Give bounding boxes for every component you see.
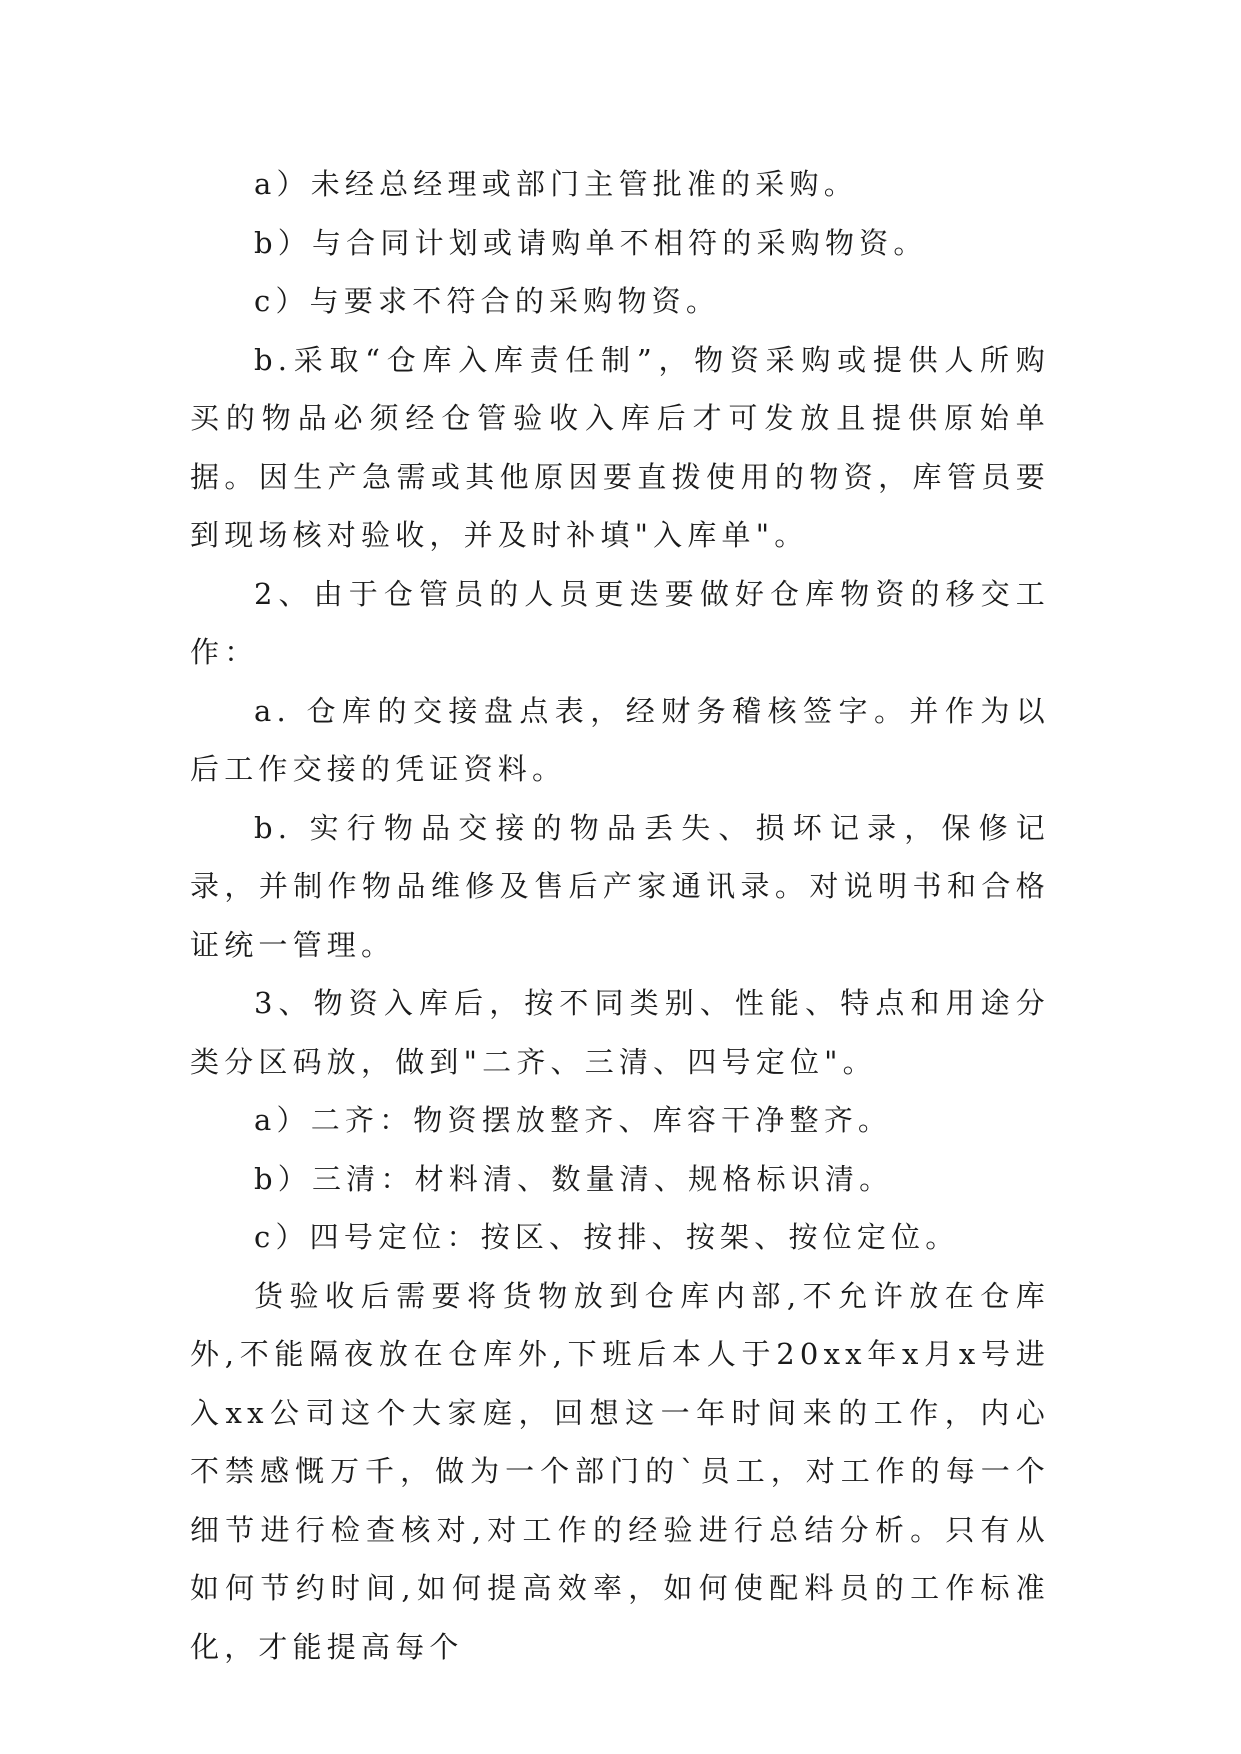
paragraph-handover-heading: 2、由于仓管员的人员更迭要做好仓库物资的移交工作： [190, 576, 1050, 669]
list-item-four-position: c）四号定位：按区、按排、按架、按位定位。 [254, 1220, 960, 1254]
list-item-b-mismatched-purchase: b）与合同计划或请购单不相符的采购物资。 [254, 225, 928, 260]
list-item-two-neat: a）二齐：物资摆放整齐、库容干净整齐。 [254, 1103, 893, 1137]
list-item-c-nonconforming-purchase: c）与要求不符合的采购物资。 [254, 284, 721, 318]
paragraph-storage-rule: 3、物资入库后，按不同类别、性能、特点和用途分类分区码放，做到"二齐、三清、四号定位"。 [190, 986, 1050, 1079]
paragraph-warehouse-responsibility: b.采取“仓库入库责任制”，物资采购或提供人所购买的物品必须经仓管验收入库后才可发放且提供原始单据。因生产急需或其他原因要直拨使用的物资，库管员要到现场核对验收，并及时补填"入库单"。 [190, 342, 1050, 552]
list-item-a-unapproved-purchase: a）未经总经理或部门主管批准的采购。 [254, 167, 858, 201]
paragraph-handover-b: b. 实行物品交接的物品丢失、损坏记录，保修记录，并制作物品维修及售后产家通讯录。对说明书和合格证统一管理。 [190, 810, 1050, 962]
paragraph-handover-a: a. 仓库的交接盘点表，经财务稽核签字。并作为以后工作交接的凭证资料。 [190, 693, 1050, 786]
paragraph-work-summary: 货验收后需要将货物放到仓库内部,不允许放在仓库外,不能隔夜放在仓库外,下班后本人于20xx年x月x号进入xx公司这个大家庭，回想这一年时间来的工作，内心不禁感慨万千，做为一个部门的`员工，对工作的每一个细节进行检查核对,对工作的经验进行总结分析。只有从如何节约时间,如何提高效率，如何使配料员的工作标准化，才能提高每个 [190, 1278, 1050, 1664]
document-body [190, 155, 1050, 1676]
list-item-three-clear: b）三清：材料清、数量清、规格标识清。 [254, 1161, 894, 1196]
